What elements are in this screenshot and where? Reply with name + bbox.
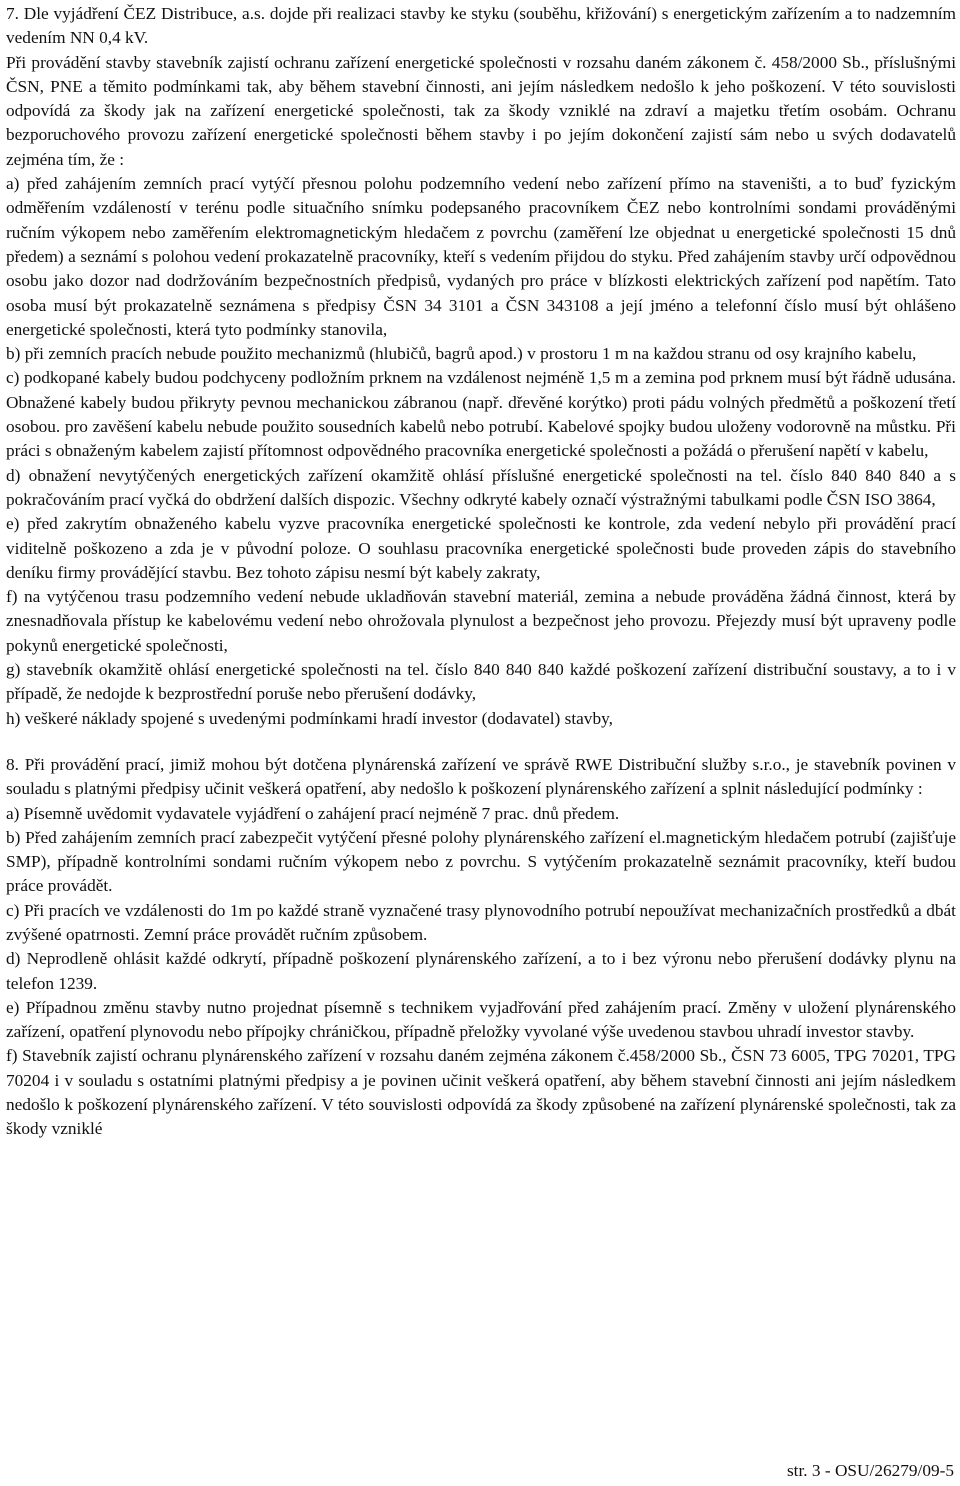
section-8-item-c: c) Při pracích ve vzdálenosti do 1m po každé straně vyznačené trasy plynovodního potrubí nepoužívat mechanizačních prostředků a dbát zvýšené opatrnosti. Zemní práce provádět ručním způsobem. xyxy=(6,900,956,944)
page-footer: str. 3 - OSU/26279/09-5 xyxy=(786,1461,954,1480)
section-8-item-f: f) Stavebník zajistí ochranu plynárenského zařízení v rozsahu daném zejména zákonem č.458/2000 Sb., ČSN 73 6005, TPG 70201, TPG 70204 i v souladu s ostatními platnými předpisy a je povinen učinit veškerá opatření, aby během stavební činnosti ani jejím následkem nedošlo k poškození plynárenského zařízení. V této souvislosti odpovídá za škody způsobené na zařízení plynárenské společnosti, tak za škody vzniklé xyxy=(6,1046,956,1139)
section-7 xyxy=(6,2,956,731)
section-8-item-a: a) Písemně uvědomit vydavatele vyjádření o zahájení prací nejméně 7 prac. dnů předem. xyxy=(6,803,620,823)
document-page xyxy=(6,2,956,1142)
section-8-item-e: e) Případnou změnu stavby nutno projednat písemně s technikem vyjadřování před zahájením prací. Změny v uložení plynárenského zařízení, opatření plynovodu nebo přípojky chráničkou, případně přeložky vyvolané výše uvedenou stavbou uhradí investor stavby. xyxy=(6,997,956,1042)
section-7-item-a: a) před zahájením zemních prací vytýčí přesnou polohu podzemního vedení nebo zařízení přímo na staveništi, a to buď fyzickým odměřením vzdáleností v terénu podle situačního snímku podepsaného pracovníkem ČEZ nebo kontrolními sondami prováděnými ručním výkopem nebo zaměřením elektromagnetickým hledačem z povrchu (zaměření lze objednat u energetické společnosti 15 dnů předem) a seznámí s polohou vedení prokazatelně pracovníky, kteří s vedením přijdou do styku. Před zahájením stavby určí odpovědnou osobu jako dozor nad dodržováním bezpečnostních předpisů, vydaných pro práce v blízkosti elektrických zařízení pod napětím. Tato osoba musí být prokazatelně seznámena s předpisy ČSN 34 3101 a ČSN 343108 a její jméno a telefonní číslo musí být ohlášeno energetické společnosti, která tyto podmínky stanovila, xyxy=(6,174,956,339)
section-7-item-h: h) veškeré náklady spojené s uvedenými podmínkami hradí investor (dodavatel) stavby, xyxy=(6,708,613,728)
section-8-item-b: b) Před zahájením zemních prací zabezpečit vytýčení přesné polohy plynárenského zařízení el.magnetickým hledačem potrubí (zajišťuje SMP), případně kontrolními sondami ručním výkopem nebo z povrchu. S vytýčením prokazatelně seznámit pracovníky, kteří budou práce provádět. xyxy=(6,827,956,896)
section-7-intro-paragraph: Při provádění stavby stavebník zajistí ochranu zařízení energetické společnosti v rozsahu daném zákonem č. 458/2000 Sb., příslušnými ČSN, PNE a těmito podmínkami tak, aby během stavební činnosti, ani jejím následkem nedošlo k jeho poškození. V této souvislosti odpovídá za škody jak na zařízení energetické společnosti, tak za škody vzniklé na zdraví a majetku třetím osobám. Ochranu bezporuchového provozu zařízení energetické společnosti během stavby i po jejím dokončení zajistí sám nebo u svých dodavatelů zejména tím, že : xyxy=(6,52,956,169)
section-7-heading-paragraph: 7. Dle vyjádření ČEZ Distribuce, a.s. dojde při realizaci stavby ke styku (souběhu, křižování) s energetickým zařízením a to nadzemním vedením NN 0,4 kV. xyxy=(6,4,956,48)
section-7-item-f: f) na vytýčenou trasu podzemního vedení nebude ukladňován stavební materiál, zemina a nebude prováděna žádná činnost, která by znesnadňovala přístup ke kabelovému vedení nebo ohrožovala plynulost a bezpečnost jeho provozu. Přejezdy musí být upraveny podle pokynů energetické společnosti, xyxy=(6,587,956,655)
section-8 xyxy=(6,753,956,1142)
section-8-heading-paragraph: 8. Při provádění prací, jimiž mohou být dotčena plynárenská zařízení ve správě RWE Distribuční služby s.r.o., je stavebník povinen v souladu s platnými předpisy učinit veškerá opatření, aby nedošlo k poškození plynárenského zařízení a splnit následující podmínky : xyxy=(6,754,956,799)
section-8-item-d: d) Neprodleně ohlásit každé odkrytí, případně poškození plynárenského zařízení, a to i bez výronu nebo přerušení dodávky plynu na telefon 1239. xyxy=(6,949,956,993)
section-7-item-g: g) stavebník okamžitě ohlásí energetické společnosti na tel. číslo 840 840 840 každé poškození zařízení distribuční soustavy, a to i v případě, že nedojde k bezprostřední poruše nebo přerušení dodávky, xyxy=(6,660,956,704)
section-7-item-b: b) při zemních pracích nebude použito mechanizmů (hlubičů, bagrů apod.) v prostoru 1 m na každou stranu od osy krajního kabelu, xyxy=(6,344,917,364)
section-7-item-d: d) obnažení nevytýčených energetických zařízení okamžitě ohlásí příslušné energetické společnosti na tel. číslo 840 840 840 a s pokračováním prací vyčká do obdržení dalších dispozic. Všechny odkryté kabely označí výstražnými tabulkami podle ČSN ISO 3864, xyxy=(6,465,956,509)
section-7-item-c: c) podkopané kabely budou podchyceny podložním prknem na vzdálenost nejméně 1,5 m a zemina pod prknem musí být řádně udusána. Obnažené kabely budou přikryty pevnou mechanickou zábranou (např. dřevěné korýtko) proti pádu volných předmětů a poškození třetí osobou. pro zavěšení kabelu nebude použito sousedních kabelů nebo potrubí. Kabelové spojky budou uloženy vodorovně na můstku. Při práci s obnaženým kabelem zajistí přítomnost odpovědného pracovníka energetické společnosti a požádá o přerušení napětí v kabelu, xyxy=(6,368,956,461)
section-7-item-e: e) před zakrytím obnaženého kabelu vyzve pracovníka energetické společnosti ke kontrole, zda vedení nebylo při provádění prací viditelně poškozeno a zda je v původní poloze. O souhlasu pracovníka energetické společnosti bude proveden zápis do stavebního deníku firmy provádějící stavbu. Bez tohoto zápisu nesmí být kabely zakraty, xyxy=(6,514,956,582)
section-spacer xyxy=(6,731,956,753)
